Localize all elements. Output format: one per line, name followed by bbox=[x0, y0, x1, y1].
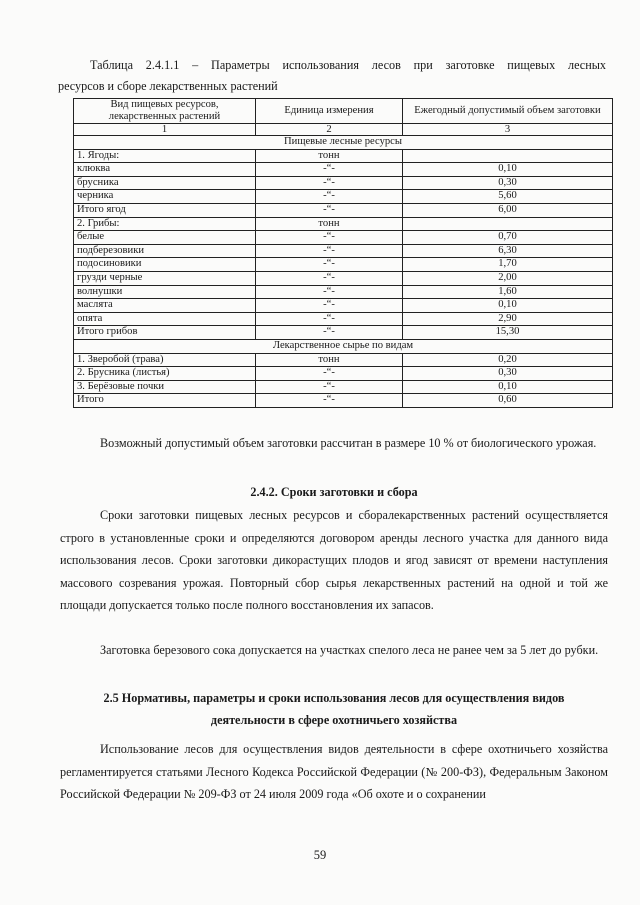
section-heading-2-4-2: 2.4.2. Сроки заготовки и сбора bbox=[250, 485, 418, 499]
parameters-table bbox=[73, 98, 613, 408]
column-number: 2 bbox=[256, 124, 403, 136]
table-cell-name: 1. Зверобой (трава) bbox=[74, 353, 256, 367]
table-cell-value: 1,60 bbox=[403, 285, 613, 299]
table-cell-value bbox=[403, 217, 613, 231]
table-cell-value: 2,00 bbox=[403, 271, 613, 285]
table-cell-unit: тонн bbox=[256, 149, 403, 163]
table-row bbox=[74, 394, 613, 408]
table-row bbox=[74, 271, 613, 285]
table-cell-unit: -“- bbox=[256, 244, 403, 258]
table-cell-value bbox=[403, 149, 613, 163]
table-cell-unit: -“- bbox=[256, 271, 403, 285]
table-caption-line2: ресурсов и сборе лекарственных растений bbox=[58, 79, 278, 93]
table-cell-name: 2. Брусника (листья) bbox=[74, 367, 256, 381]
table-caption bbox=[58, 55, 606, 97]
table-cell-value: 15,30 bbox=[403, 326, 613, 340]
table-cell-unit: -“- bbox=[256, 394, 403, 408]
table-cell-name: Итого bbox=[74, 394, 256, 408]
table-cell-value: 0,70 bbox=[403, 231, 613, 245]
table-cell-unit: -“- bbox=[256, 258, 403, 272]
table-row bbox=[74, 203, 613, 217]
table-cell-unit: -“- bbox=[256, 299, 403, 313]
section-heading-2-5-line2: деятельности в сфере охотничьего хозяйства bbox=[210, 713, 458, 727]
table-caption-line1: Таблица 2.4.1.1 – Параметры использования лесов при заготовке пищевых лесных bbox=[90, 58, 606, 72]
table-row bbox=[74, 367, 613, 381]
table-cell-name: опята bbox=[74, 312, 256, 326]
table-row bbox=[74, 244, 613, 258]
table-cell-value: 0,30 bbox=[403, 176, 613, 190]
table-section-title-row bbox=[74, 136, 613, 150]
table-cell-unit: -“- bbox=[256, 367, 403, 381]
table-cell-unit: -“- bbox=[256, 190, 403, 204]
page-number: 59 bbox=[313, 848, 327, 862]
table-row bbox=[74, 299, 613, 313]
table-cell-value: 2,90 bbox=[403, 312, 613, 326]
table-row bbox=[74, 312, 613, 326]
table-cell-name: 1. Ягоды: bbox=[74, 149, 256, 163]
table-row bbox=[74, 258, 613, 272]
table-cell-value: 0,60 bbox=[403, 394, 613, 408]
table-cell-value: 6,30 bbox=[403, 244, 613, 258]
table-cell-unit: -“- bbox=[256, 203, 403, 217]
hunting-paragraph: Использование лесов для осуществления видов деятельности в сфере охотничьего хозяйства регламентируется статьями Лесного Кодекса Российской Федерации (№ 200-ФЗ), Федеральным Законом Российской Федерации № 209-ФЗ от 24 июля 2009 года «Об охоте и о сохранении bbox=[60, 742, 608, 801]
table-row bbox=[74, 176, 613, 190]
table-cell-name: подосиновики bbox=[74, 258, 256, 272]
table-cell-name: Итого грибов bbox=[74, 326, 256, 340]
table-cell-name: Итого ягод bbox=[74, 203, 256, 217]
table-column-numbers bbox=[74, 124, 613, 136]
table-cell-name: белые bbox=[74, 231, 256, 245]
table-cell-name: 2. Грибы: bbox=[74, 217, 256, 231]
table-cell-value: 0,10 bbox=[403, 299, 613, 313]
table-cell-name: брусника bbox=[74, 176, 256, 190]
table-cell-value: 0,30 bbox=[403, 367, 613, 381]
section-heading-2-5 bbox=[60, 687, 608, 731]
volume-note: Возможный допустимый объем заготовки рассчитан в размере 10 % от биологического урожая. bbox=[100, 436, 597, 450]
table-cell-value: 0,20 bbox=[403, 353, 613, 367]
table-cell-name: волнушки bbox=[74, 285, 256, 299]
table-row bbox=[74, 190, 613, 204]
table-cell-value: 6,00 bbox=[403, 203, 613, 217]
table-header-row bbox=[74, 99, 613, 124]
table-cell-unit: тонн bbox=[256, 217, 403, 231]
table-section-title-row bbox=[74, 339, 613, 353]
table-cell-unit: -“- bbox=[256, 326, 403, 340]
table-cell-unit: тонн bbox=[256, 353, 403, 367]
table-cell-value: 0,10 bbox=[403, 380, 613, 394]
table-section-title: Пищевые лесные ресурсы bbox=[74, 136, 613, 150]
column-number: 1 bbox=[74, 124, 256, 136]
table-cell-name: 3. Берёзовые почки bbox=[74, 380, 256, 394]
harvest-terms-paragraph: Сроки заготовки пищевых лесных ресурсов и сборалекарственных растений осуществляется строго в установленные сроки и определяются договором аренды лесного участка для данного вида использования лесов. Сроки заготовки дикорастущих плодов и ягод зависят от времени наступления массового созревания урожая. Повторный сбор сырья лекарственных растений на одной и той же площади допускается только после полного восстановления их запасов. bbox=[60, 508, 608, 612]
birch-sap-paragraph: Заготовка березового сока допускается на участках спелого леса не ранее чем за 5 лет до рубки. bbox=[100, 643, 599, 657]
table-cell-unit: -“- bbox=[256, 380, 403, 394]
table-row bbox=[74, 217, 613, 231]
table-cell-unit: -“- bbox=[256, 176, 403, 190]
header-resource-type: Вид пищевых ресурсов, лекарственных растений bbox=[74, 99, 256, 124]
column-number: 3 bbox=[403, 124, 613, 136]
table-cell-name: клюква bbox=[74, 163, 256, 177]
header-annual-volume: Ежегодный допустимый объем заготовки bbox=[403, 99, 613, 124]
table-row bbox=[74, 326, 613, 340]
table-cell-value: 0,10 bbox=[403, 163, 613, 177]
table-cell-unit: -“- bbox=[256, 312, 403, 326]
table-body bbox=[74, 136, 613, 408]
table-cell-name: маслята bbox=[74, 299, 256, 313]
table-cell-value: 1,70 bbox=[403, 258, 613, 272]
table-cell-value: 5,60 bbox=[403, 190, 613, 204]
section-heading-2-5-line1: 2.5 Нормативы, параметры и сроки использования лесов для осуществления видов bbox=[103, 691, 565, 705]
header-unit: Единица измерения bbox=[256, 99, 403, 124]
table-section-title: Лекарственное сырье по видам bbox=[74, 339, 613, 353]
table-row bbox=[74, 231, 613, 245]
table-cell-name: подберезовики bbox=[74, 244, 256, 258]
table-row bbox=[74, 380, 613, 394]
table-row bbox=[74, 353, 613, 367]
table-row bbox=[74, 285, 613, 299]
table-cell-unit: -“- bbox=[256, 163, 403, 177]
table-cell-unit: -“- bbox=[256, 231, 403, 245]
table-cell-name: черника bbox=[74, 190, 256, 204]
table-cell-name: грузди черные bbox=[74, 271, 256, 285]
table-cell-unit: -“- bbox=[256, 285, 403, 299]
table-row bbox=[74, 149, 613, 163]
table-row bbox=[74, 163, 613, 177]
